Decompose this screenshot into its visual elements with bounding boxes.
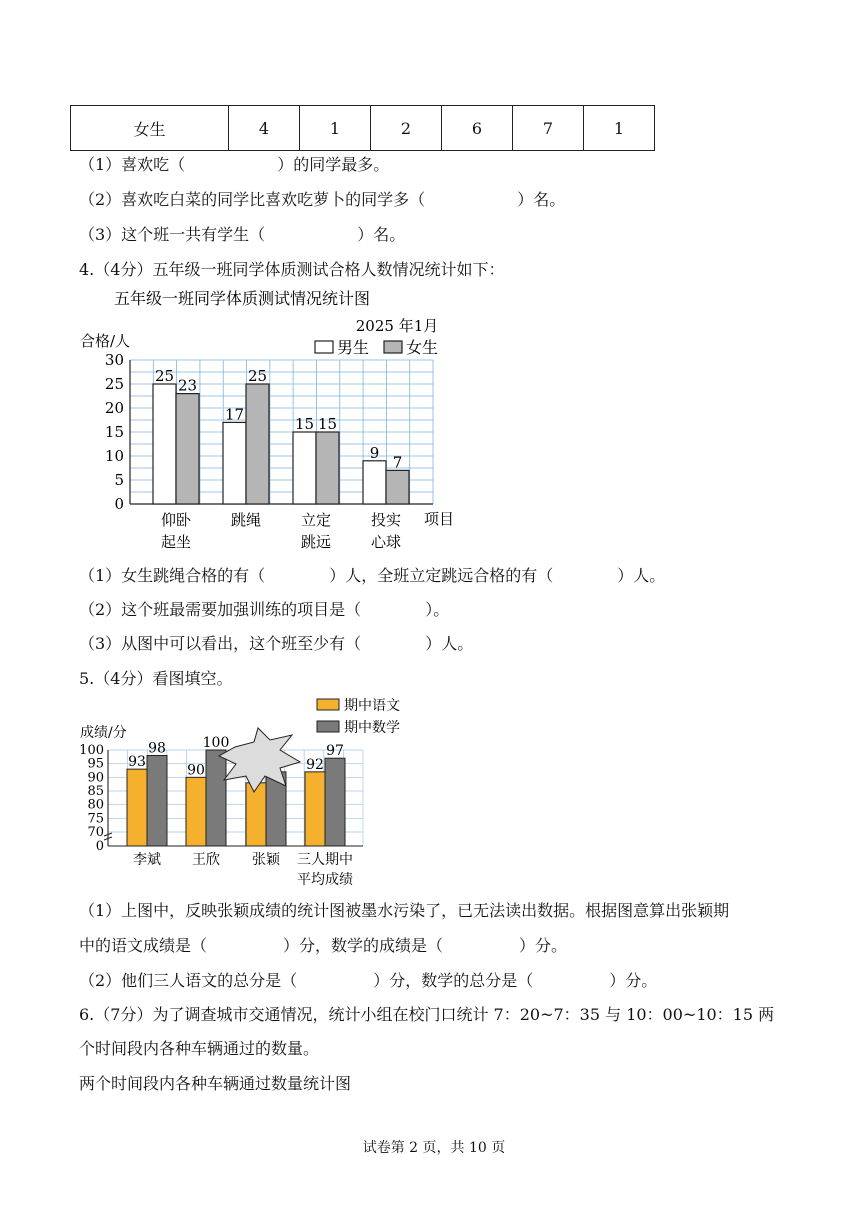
legend-label: 男生 bbox=[337, 338, 370, 357]
q6-stem-line1: 6.（7分）为了调查城市交通情况，统计小组在校门口统计 7：20~7：35 与 10：00~10：15 两 bbox=[79, 1005, 775, 1024]
legend-swatch bbox=[317, 699, 339, 710]
table-cell: 7 bbox=[513, 106, 584, 151]
scores-chart bbox=[0, 690, 868, 890]
x-tick-label: 三人期中 bbox=[297, 852, 353, 868]
q6-chart-title: 两个时间段内各种车辆通过数量统计图 bbox=[79, 1074, 352, 1093]
table-cell: 1 bbox=[300, 106, 371, 151]
q4-sub1: （1）女生跳绳合格的有（ ）人，全班立定跳远合格的有（ ）人。 bbox=[79, 566, 666, 585]
bar bbox=[293, 432, 316, 504]
legend-label: 期中数学 bbox=[344, 720, 400, 736]
x-tick-label: 仰卧 bbox=[160, 511, 192, 529]
bar-value-label: 7 bbox=[392, 453, 403, 472]
y-tick-label: 25 bbox=[104, 375, 124, 393]
chart-subtitle: 2025 年1月 bbox=[355, 317, 439, 335]
table-cell: 2 bbox=[371, 106, 442, 151]
bar-value-label: 98 bbox=[148, 740, 166, 757]
fitness-chart bbox=[0, 280, 868, 560]
y-tick-label: 0 bbox=[95, 839, 104, 854]
y-tick-label: 30 bbox=[104, 351, 124, 369]
y-ticks bbox=[79, 743, 104, 854]
bar-value-label: 15 bbox=[317, 415, 338, 433]
bar-obscured bbox=[246, 783, 266, 846]
x-tick-label: 立定 bbox=[300, 511, 332, 529]
bar bbox=[316, 432, 339, 504]
bar-value-label: 90 bbox=[187, 762, 205, 779]
y-tick-label: 90 bbox=[87, 770, 104, 786]
q5-stem: 5.（4分）看图填空。 bbox=[79, 669, 233, 688]
bar bbox=[386, 470, 409, 504]
bar-value-label: 9 bbox=[369, 443, 380, 462]
chart-legend bbox=[317, 697, 400, 736]
x-tick-label: 跳远 bbox=[300, 533, 332, 551]
legend-label: 女生 bbox=[406, 338, 439, 357]
bar-value-label: 25 bbox=[247, 367, 268, 385]
bar-value-label: 15 bbox=[294, 415, 315, 433]
y-tick-label: 15 bbox=[104, 423, 124, 441]
table-cell: 1 bbox=[584, 106, 655, 151]
page-footer: 试卷第 2 页，共 10 页 bbox=[362, 1140, 506, 1156]
bar-value-label: 100 bbox=[202, 735, 230, 751]
x-tick-label: 平均成绩 bbox=[297, 872, 353, 888]
bar bbox=[186, 777, 206, 846]
bar bbox=[206, 750, 226, 846]
bar bbox=[153, 384, 176, 504]
y-tick-label: 10 bbox=[104, 447, 124, 465]
x-axis-label: 项目 bbox=[424, 510, 455, 528]
legend-swatch bbox=[315, 341, 333, 353]
bar-value-label: 25 bbox=[154, 367, 175, 385]
q4-stem: 4.（4分）五年级一班同学体质测试合格人数情况统计如下： bbox=[79, 260, 505, 279]
table-cell: 4 bbox=[229, 106, 300, 151]
bar-value-label: 92 bbox=[306, 756, 324, 773]
x-tick-label: 心球 bbox=[370, 533, 402, 551]
table-row bbox=[71, 106, 655, 151]
x-tick-label: 跳绳 bbox=[230, 511, 262, 529]
legend-swatch bbox=[317, 721, 339, 732]
y-tick-label: 20 bbox=[104, 399, 124, 417]
y-axis-label: 成绩/分 bbox=[80, 725, 127, 741]
ink-stain bbox=[219, 728, 300, 792]
y-axis-label: 合格/人 bbox=[80, 332, 131, 350]
q3-sub3: （3）这个班一共有学生（ ）名。 bbox=[79, 225, 406, 244]
x-tick-label: 王欣 bbox=[192, 852, 220, 868]
bar bbox=[147, 755, 167, 846]
y-ticks bbox=[105, 351, 124, 513]
bar-value-label: 93 bbox=[128, 754, 146, 771]
bar bbox=[176, 394, 199, 504]
q5-sub1-b: 中的语文成绩是（ ）分，数学的成绩是（ ）分。 bbox=[79, 936, 568, 955]
y-tick-label: 0 bbox=[114, 495, 124, 513]
q4-sub2: （2）这个班最需要加强训练的项目是（ ）。 bbox=[79, 600, 450, 619]
table-cell: 6 bbox=[442, 106, 513, 151]
q3-sub2: （2）喜欢吃白菜的同学比喜欢吃萝卜的同学多（ ）名。 bbox=[79, 190, 566, 209]
bar bbox=[127, 769, 147, 846]
y-tick-label: 70 bbox=[87, 825, 104, 840]
bar bbox=[246, 384, 269, 504]
x-labels bbox=[133, 851, 353, 888]
q4-sub3: （3）从图中可以看出，这个班至少有（ ）人。 bbox=[79, 634, 474, 653]
y-tick-label: 95 bbox=[87, 756, 104, 772]
bar bbox=[325, 758, 345, 846]
x-tick-label: 投实 bbox=[370, 511, 402, 529]
legend-swatch bbox=[384, 341, 402, 353]
preference-table bbox=[70, 105, 655, 151]
chart-legend bbox=[315, 338, 438, 357]
q3-sub1: （1）喜欢吃（ ）的同学最多。 bbox=[79, 155, 390, 174]
bar bbox=[363, 461, 386, 504]
bar bbox=[223, 422, 246, 504]
x-tick-label: 张颖 bbox=[252, 852, 280, 868]
y-tick-label: 80 bbox=[87, 797, 104, 813]
y-tick-label: 75 bbox=[87, 811, 104, 827]
x-labels bbox=[161, 511, 401, 551]
y-tick-label: 5 bbox=[114, 471, 124, 489]
chart-title: 五年级一班同学体质测试情况统计图 bbox=[113, 289, 371, 308]
bar bbox=[305, 772, 325, 846]
x-tick-label: 起坐 bbox=[160, 533, 192, 551]
q5-sub2: （2）他们三人语文的总分是（ ）分，数学的总分是（ ）分。 bbox=[79, 971, 658, 990]
y-tick-label: 100 bbox=[79, 743, 104, 758]
q6-stem-line2: 个时间段内各种车辆通过的数量。 bbox=[79, 1039, 320, 1058]
x-tick-label: 李斌 bbox=[133, 852, 161, 868]
q5-sub1-a: （1）上图中，反映张颖成绩的统计图被墨水污染了，已无法读出数据。根据图意算出张颖期 bbox=[79, 901, 730, 920]
bars bbox=[153, 367, 409, 504]
bar-value-label: 23 bbox=[177, 376, 198, 395]
bar-value-label: 97 bbox=[326, 743, 344, 760]
table-row-label: 女生 bbox=[71, 106, 229, 151]
legend-label: 期中语文 bbox=[344, 698, 400, 714]
bar-value-label: 17 bbox=[224, 405, 245, 424]
y-tick-label: 85 bbox=[87, 784, 104, 799]
